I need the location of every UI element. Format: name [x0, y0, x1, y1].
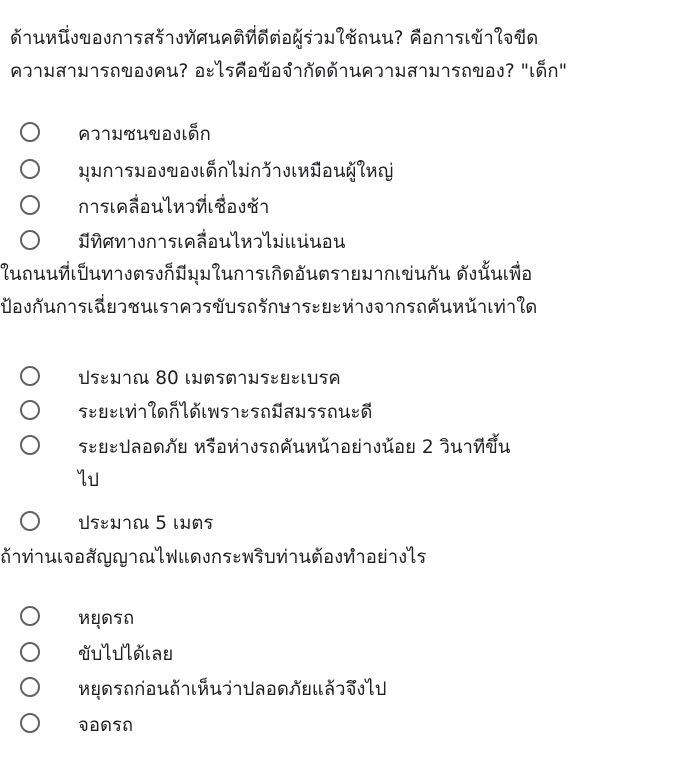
radio-option[interactable] — [10, 602, 690, 635]
option-label: ประมาณ 80 เมตรตามระยะเบรค — [78, 368, 341, 389]
radio-option[interactable] — [10, 709, 690, 742]
radio-button-icon[interactable] — [20, 713, 40, 733]
radio-button-icon[interactable] — [20, 122, 40, 142]
radio-button-icon[interactable] — [20, 606, 40, 626]
option-label: มุมการมองของเด็กไม่กว้างเหมือนผู้ใหญ่ — [78, 161, 394, 182]
radio-button-icon[interactable] — [20, 435, 40, 455]
radio-option[interactable] — [10, 673, 690, 706]
option-label: จอดรถ — [78, 715, 134, 736]
radio-button-icon[interactable] — [20, 230, 40, 250]
radio-option[interactable] — [10, 118, 690, 151]
radio-option[interactable] — [10, 191, 690, 224]
option-label: ระยะปลอดภัย หรือห่างรถคันหน้าอย่างน้อย 2 วินาทีขึ้น ไป — [78, 437, 511, 491]
radio-option[interactable] — [10, 396, 690, 429]
radio-option[interactable] — [10, 638, 690, 671]
option-label: ประมาณ 5 เมตร — [78, 513, 214, 534]
radio-button-icon[interactable] — [20, 159, 40, 179]
option-label: มีทิศทางการเคลื่อนไหวไม่แน่นอน — [78, 232, 346, 253]
radio-button-icon[interactable] — [20, 400, 40, 420]
radio-option[interactable] — [10, 507, 690, 540]
question-text: ในถนนที่เป็นทางตรงก็มีมุมในการเกิดอันตรายมากเข่นกัน ดังนั้นเพื่อ ป้องกันการเฉี่ยวชนเราควรขับรถรักษาระยะห่างจากรถคันหน้าเท่าใด — [0, 264, 538, 318]
option-label: ขับไปได้เลย — [78, 644, 174, 665]
option-label: ระยะเท่าใดก็ได้เพราะรถมีสมรรถนะดี — [78, 402, 373, 423]
radio-button-icon[interactable] — [20, 642, 40, 662]
radio-option[interactable] — [10, 362, 690, 395]
radio-option[interactable] — [10, 226, 690, 259]
option-label: การเคลื่อนไหวที่เชื่องช้า — [78, 197, 270, 218]
option-label: หยุดรถ — [78, 608, 135, 629]
option-label: ความซนของเด็ก — [78, 124, 211, 145]
radio-button-icon[interactable] — [20, 195, 40, 215]
radio-option[interactable] — [10, 431, 690, 497]
radio-button-icon[interactable] — [20, 677, 40, 697]
radio-button-icon[interactable] — [20, 511, 40, 531]
radio-button-icon[interactable] — [20, 366, 40, 386]
radio-option[interactable] — [10, 155, 690, 188]
question-text: ถ้าท่านเจอสัญญาณไฟแดงกระพริบท่านต้องทำอย่างไร — [0, 547, 427, 568]
question-text: ด้านหนึ่งของการสร้างทัศนคติที่ดีต่อผู้ร่วมใช้ถนน? คือการเข้าใจขีด ความสามารถของคน? อะไรคือข้อจำกัดด้านความสามารถของ? "เด็ก" — [10, 28, 568, 82]
option-label: หยุดรถก่อนถ้าเห็นว่าปลอดภัยแล้วจึงไป — [78, 679, 387, 700]
